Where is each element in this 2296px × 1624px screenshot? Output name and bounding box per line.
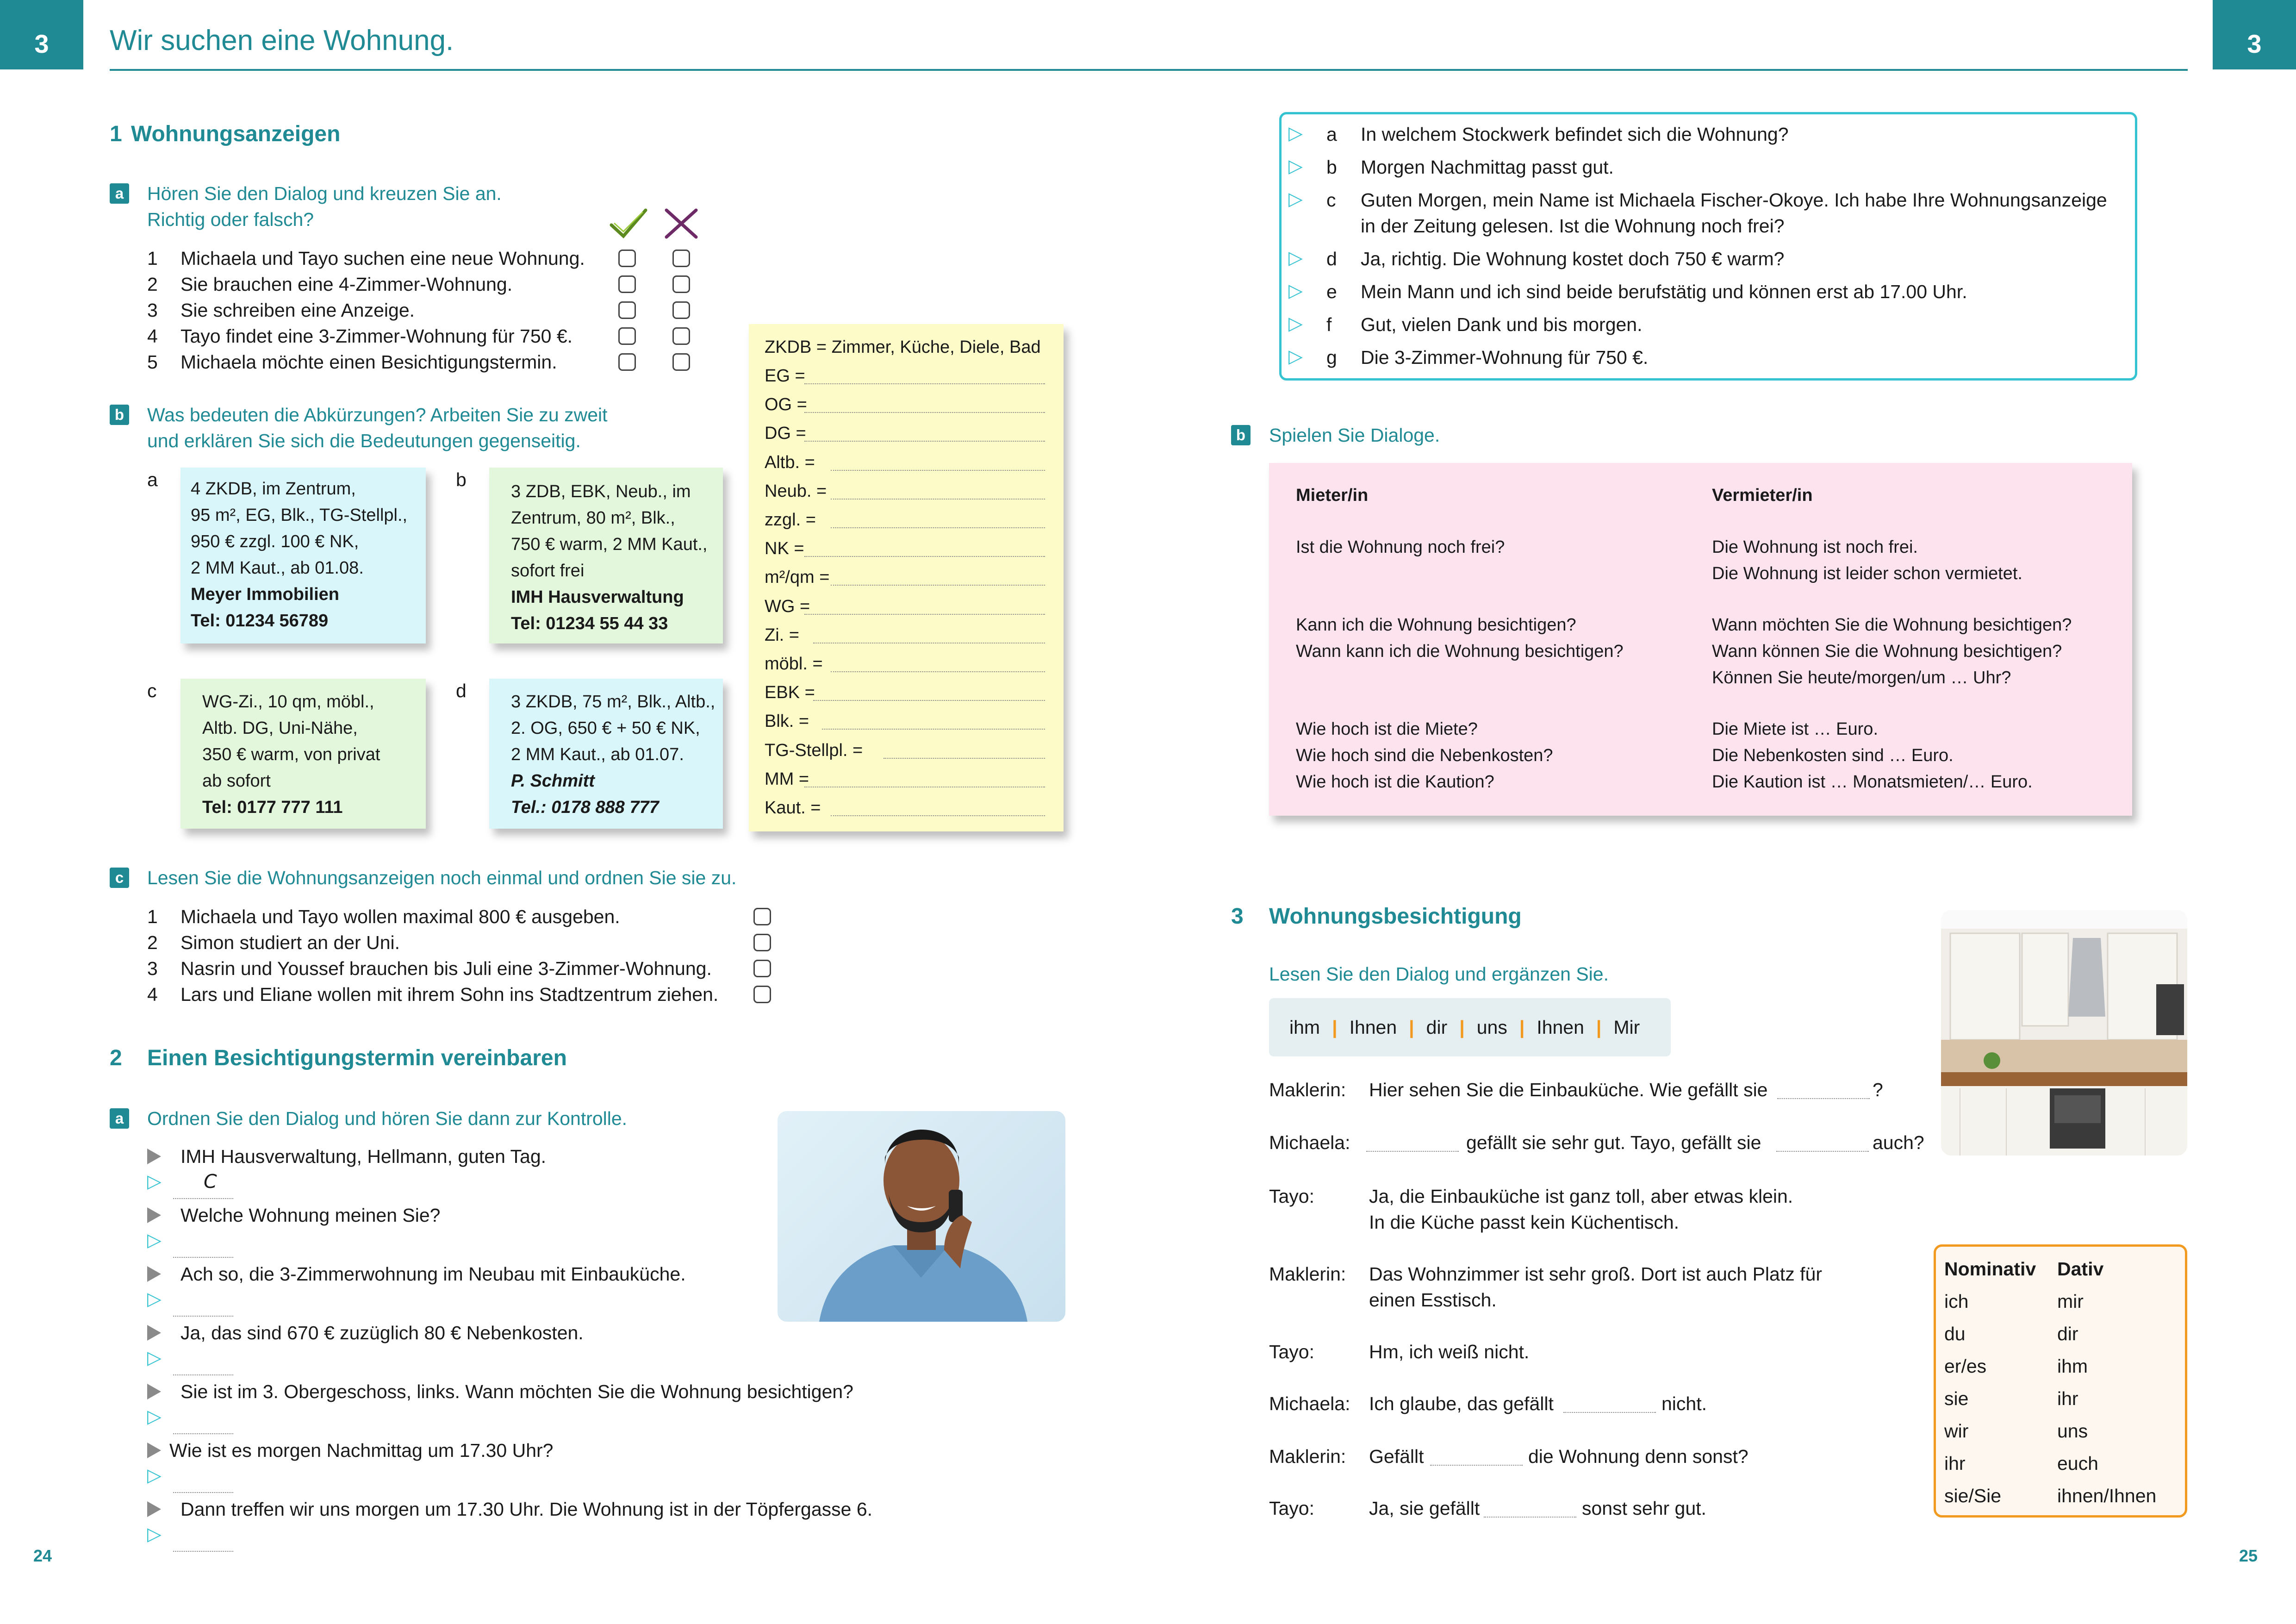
ad-label-a: a [147, 469, 158, 490]
ad-phone: Tel: 0177 777 111 [202, 798, 343, 817]
task-2a-instruction: Ordnen Sie den Dialog und hören Sie dann zur Kontrolle. [147, 1108, 628, 1129]
check-icon [610, 207, 647, 240]
ad-text: 950 € zzgl. 100 € NK, [191, 532, 359, 551]
task-tag-1b: b [110, 405, 129, 425]
word-bank-item[interactable]: Ihnen [1349, 1017, 1397, 1038]
statement: Michaela und Tayo suchen eine neue Wohnung. [180, 248, 585, 269]
answer-line[interactable] [804, 441, 1045, 442]
ad-phone: Tel: 01234 56789 [191, 611, 329, 631]
answer-line[interactable] [831, 470, 1045, 471]
dative-pronoun: ihr [2057, 1388, 2078, 1409]
answer-line[interactable] [831, 527, 1045, 528]
word-bank-item[interactable]: dir [1426, 1017, 1448, 1038]
ad-text: 2 MM Kaut., ab 01.08. [191, 558, 364, 578]
handwritten-answer: C [204, 1170, 217, 1193]
word-bank-item[interactable]: uns [1476, 1017, 1507, 1038]
statement: Michaela möchte einen Besichtigungstermin. [180, 351, 557, 373]
dialog-text: auch? [1873, 1132, 1924, 1153]
abbreviation-label: Altb. = [765, 452, 815, 472]
abbreviation-label: Neub. = [765, 481, 827, 501]
phrase: Wann möchten Sie die Wohnung besichtigen? [1712, 615, 2072, 635]
option-letter: e [1326, 281, 1337, 302]
section-2-title: Einen Besichtigungstermin vereinbaren [147, 1046, 567, 1070]
true-checkbox[interactable] [618, 275, 636, 293]
abbreviation-label: MM = [765, 769, 809, 789]
abbreviation-label: m²/qm = [765, 568, 830, 587]
speaker-name: Tayo: [1269, 1341, 1314, 1362]
speaker-arrow-icon [147, 1443, 161, 1458]
task-tag-1a: a [110, 183, 129, 204]
abbreviation-label: TG-Stellpl. = [765, 740, 863, 760]
item-number: 5 [147, 351, 158, 373]
chapter-badge-right [2213, 0, 2296, 69]
word-separator: | [1596, 1017, 1602, 1038]
word-separator: | [1519, 1017, 1525, 1038]
section-1-number: 1 [110, 122, 122, 146]
answer-line[interactable] [173, 1198, 233, 1199]
option-text: Gut, vielen Dank und bis morgen. [1361, 314, 1643, 335]
fill-in-blank[interactable] [1484, 1517, 1576, 1518]
word-bank-item[interactable]: ihm [1289, 1017, 1320, 1038]
statement: Sie schreiben eine Anzeige. [180, 300, 415, 321]
abbreviation-label: Zi. = [765, 625, 799, 645]
ad-text: 750 € warm, 2 MM Kaut., [511, 535, 708, 554]
option-letter: a [1326, 124, 1337, 145]
statement: Nasrin und Youssef brauchen bis Juli eine 3-Zimmer-Wohnung. [180, 958, 712, 979]
response-arrow-icon: ▷ [147, 1289, 162, 1309]
dialog-text: Hm, ich weiß nicht. [1369, 1341, 1530, 1362]
dialog-text: Ja, sie gefällt [1369, 1498, 1480, 1519]
nominative-pronoun: du [1944, 1323, 1966, 1344]
dialog-text: die Wohnung denn sonst? [1528, 1446, 1748, 1467]
ad-card-c [180, 679, 426, 829]
ad-card-d [489, 679, 723, 829]
item-number: 3 [147, 300, 158, 321]
abbreviation-label: zzgl. = [765, 510, 816, 530]
task-tag-1c: c [110, 868, 129, 888]
speaker-name: Tayo: [1269, 1498, 1314, 1519]
ad-text: ab sofort [202, 771, 271, 791]
page-number-left: 24 [33, 1546, 52, 1565]
dative-pronoun: uns [2057, 1420, 2088, 1442]
false-checkbox[interactable] [672, 353, 690, 371]
dative-pronoun: dir [2057, 1323, 2078, 1344]
speaker-name: Maklerin: [1269, 1079, 1346, 1100]
phrase: Die Miete ist … Euro. [1712, 719, 1878, 739]
response-arrow-icon: ▷ [147, 1465, 162, 1486]
answer-line[interactable] [173, 1316, 233, 1317]
answer-line[interactable] [804, 383, 1045, 384]
dialog-text: ? [1873, 1079, 1883, 1100]
abbreviation-label: DG = [765, 424, 806, 443]
item-number: 1 [147, 248, 158, 269]
option-letter: b [1326, 156, 1337, 178]
dialog-line: Welche Wohnung meinen Sie? [180, 1205, 441, 1226]
option-text: Ja, richtig. Die Wohnung kostet doch 750 € warm? [1361, 248, 1785, 269]
answer-line[interactable] [831, 585, 1045, 586]
response-arrow-icon: ▷ [1288, 156, 1303, 176]
response-arrow-icon: ▷ [1288, 248, 1303, 268]
false-checkbox[interactable] [672, 275, 690, 293]
response-arrow-icon: ▷ [147, 1171, 162, 1192]
true-checkbox[interactable] [618, 327, 636, 345]
dialog-text: nicht. [1661, 1393, 1707, 1414]
person-phone-photo [778, 1111, 1065, 1322]
nominative-pronoun: er/es [1944, 1355, 1987, 1377]
ad-company: P. Schmitt [511, 771, 595, 791]
column-header-tenant: Mieter/in [1296, 486, 1369, 505]
answer-line[interactable] [831, 499, 1045, 500]
nominative-pronoun: sie [1944, 1388, 1969, 1409]
ad-text: 3 ZDB, EBK, Neub., im [511, 482, 691, 501]
response-arrow-icon: ▷ [147, 1348, 162, 1368]
word-separator: | [1409, 1017, 1414, 1038]
phrase: Ist die Wohnung noch frei? [1296, 537, 1505, 557]
ad-text: sofort frei [511, 561, 585, 581]
grammar-header-dative: Dativ [2057, 1258, 2104, 1280]
speaker-arrow-icon [147, 1266, 161, 1282]
dative-pronoun: ihnen/Ihnen [2057, 1485, 2157, 1506]
phrase: Die Nebenkosten sind … Euro. [1712, 746, 1954, 765]
dialog-line: Dann treffen wir uns morgen um 17.30 Uhr. Die Wohnung ist in der Töpfergasse 6. [180, 1499, 873, 1520]
phrase: Kann ich die Wohnung besichtigen? [1296, 615, 1576, 635]
option-text: Mein Mann und ich sind beide berufstätig und können erst ab 17.00 Uhr. [1361, 281, 1967, 302]
answer-line[interactable] [813, 700, 1045, 701]
section-1-title: Wohnungsanzeigen [131, 122, 341, 146]
option-text: Guten Morgen, mein Name ist Michaela Fischer-Okoye. Ich habe Ihre Wohnungsanzeige [1361, 189, 2107, 211]
chapter-number: 3 [34, 29, 49, 58]
ad-company: IMH Hausverwaltung [511, 587, 684, 607]
dialog-line: Ach so, die 3-Zimmerwohnung im Neubau mit Einbauküche. [180, 1263, 686, 1285]
response-arrow-icon: ▷ [1288, 189, 1303, 209]
response-arrow-icon: ▷ [1288, 313, 1303, 334]
abbreviation-label: EG = [765, 366, 805, 386]
response-arrow-icon: ▷ [1288, 123, 1303, 144]
nominative-pronoun: wir [1944, 1420, 1969, 1442]
answer-line[interactable] [173, 1492, 233, 1493]
answer-checkbox[interactable] [753, 934, 771, 951]
speaker-name: Maklerin: [1269, 1263, 1346, 1285]
ad-company: Meyer Immobilien [191, 585, 339, 604]
response-arrow-icon: ▷ [1288, 281, 1303, 301]
dialog-text: Hier sehen Sie die Einbauküche. Wie gefällt sie [1369, 1079, 1768, 1100]
section-3-instruction: Lesen Sie den Dialog und ergänzen Sie. [1269, 963, 1609, 985]
answer-line[interactable] [884, 758, 1045, 759]
dialog-text: sonst sehr gut. [1582, 1498, 1706, 1519]
speaker-name: Maklerin: [1269, 1446, 1346, 1467]
ad-text: 95 m², EG, Blk., TG-Stellpl., [191, 506, 408, 525]
statement: Simon studiert an der Uni. [180, 932, 400, 953]
speaker-name: Michaela: [1269, 1393, 1350, 1414]
speaker-arrow-icon [147, 1501, 161, 1517]
answer-line[interactable] [173, 1374, 233, 1375]
ad-text: WG-Zi., 10 qm, möbl., [202, 692, 374, 712]
dialog-text: einen Esstisch. [1369, 1289, 1497, 1311]
response-arrow-icon: ▷ [147, 1230, 162, 1250]
dialog-text: Ja, die Einbauküche ist ganz toll, aber etwas klein. [1369, 1186, 1793, 1207]
option-letter: c [1326, 189, 1336, 211]
dialog-text: Gefällt [1369, 1446, 1424, 1467]
speaker-arrow-icon [147, 1149, 161, 1164]
fill-in-blank[interactable] [1776, 1151, 1869, 1152]
task-2b-instruction: Spielen Sie Dialoge. [1269, 425, 1440, 446]
phrase: Wie hoch ist die Kaution? [1296, 772, 1494, 792]
answer-line[interactable] [173, 1551, 233, 1552]
speaker-name: Tayo: [1269, 1186, 1314, 1207]
phrase: Wie hoch ist die Miete? [1296, 719, 1478, 739]
option-letter: f [1326, 314, 1332, 335]
ad-card-a [180, 468, 426, 643]
task-1a-instruction: Hören Sie den Dialog und kreuzen Sie an. [147, 183, 502, 204]
statement: Michaela und Tayo wollen maximal 800 € ausgeben. [180, 906, 620, 927]
phrase: Wann können Sie die Wohnung besichtigen? [1712, 642, 2062, 661]
ad-text: 350 € warm, von privat [202, 745, 380, 764]
word-bank [1269, 998, 1671, 1056]
chapter-badge-left [0, 0, 83, 69]
dialog-text: Das Wohnzimmer ist sehr groß. Dort ist auch Platz für [1369, 1263, 1822, 1285]
abbreviation-label: OG = [765, 395, 807, 415]
phrase: Können Sie heute/morgen/um … Uhr? [1712, 668, 2011, 687]
false-checkbox[interactable] [672, 301, 690, 319]
dative-pronoun: ihm [2057, 1355, 2088, 1377]
abbreviation-label: NK = [765, 539, 804, 559]
item-number: 1 [147, 906, 158, 927]
option-text: Morgen Nachmittag passt gut. [1361, 156, 1614, 178]
word-bank-item[interactable]: Mir [1613, 1017, 1640, 1038]
ad-text: 2. OG, 650 € + 50 € NK, [511, 718, 700, 738]
answer-line[interactable] [804, 614, 1045, 615]
response-arrow-icon: ▷ [1288, 346, 1303, 367]
page-number-right: 25 [2239, 1546, 2258, 1565]
abbr-first: ZKDB = Zimmer, Küche, Diele, Bad [765, 337, 1041, 357]
answer-checkbox[interactable] [753, 986, 771, 1003]
statement: Lars und Eliane wollen mit ihrem Sohn ins Stadtzentrum ziehen. [180, 984, 719, 1005]
grammar-box [1934, 1244, 2187, 1518]
abbreviation-note [749, 324, 1064, 831]
phrase: Wann kann ich die Wohnung besichtigen? [1296, 642, 1624, 661]
dative-pronoun: euch [2057, 1453, 2098, 1474]
section-3-number: 3 [1231, 904, 1244, 929]
item-number: 3 [147, 958, 158, 979]
item-number: 4 [147, 325, 158, 347]
task-1b-instruction-2: und erklären Sie sich die Bedeutungen gegenseitig. [147, 430, 581, 451]
ad-label-d: d [456, 680, 467, 701]
dative-pronoun: mir [2057, 1291, 2084, 1312]
phrase: Die Wohnung ist leider schon vermietet. [1712, 564, 2022, 583]
task-1c-instruction: Lesen Sie die Wohnungsanzeigen noch einmal und ordnen Sie sie zu. [147, 867, 737, 888]
false-checkbox[interactable] [672, 327, 690, 345]
task-1a-instruction-2: Richtig oder falsch? [147, 209, 314, 230]
fill-in-blank[interactable] [1777, 1098, 1870, 1099]
cross-icon [663, 207, 700, 240]
word-bank-item[interactable]: Ihnen [1537, 1017, 1584, 1038]
dialog-line: Wie ist es morgen Nachmittag um 17.30 Uhr? [169, 1440, 554, 1461]
statement: Sie brauchen eine 4-Zimmer-Wohnung. [180, 274, 513, 295]
ad-label-c: c [147, 680, 157, 701]
answer-checkbox[interactable] [753, 908, 771, 925]
chapter-number: 3 [2247, 29, 2262, 58]
speaker-arrow-icon [147, 1207, 161, 1223]
ad-text: 3 ZKDB, 75 m², Blk., Altb., [511, 692, 716, 712]
word-separator: | [1332, 1017, 1338, 1038]
dialog-line: Sie ist im 3. Obergeschoss, links. Wann möchten Sie die Wohnung besichtigen? [180, 1381, 853, 1402]
option-letter: g [1326, 347, 1337, 368]
speaker-name: Michaela: [1269, 1132, 1350, 1153]
true-checkbox[interactable] [618, 301, 636, 319]
answer-line[interactable] [831, 815, 1045, 816]
answer-line[interactable] [831, 671, 1045, 672]
abbreviation-label: möbl. = [765, 654, 823, 674]
phrase: Die Wohnung ist noch frei. [1712, 537, 1918, 557]
item-number: 2 [147, 274, 158, 295]
dialog-line: IMH Hausverwaltung, Hellmann, guten Tag. [180, 1146, 547, 1167]
abbreviation-label: WG = [765, 596, 810, 616]
fill-in-blank[interactable] [1563, 1412, 1656, 1413]
answer-line[interactable] [822, 729, 1045, 730]
ad-text: 4 ZKDB, im Zentrum, [191, 479, 356, 499]
option-text: Die 3-Zimmer-Wohnung für 750 €. [1361, 347, 1649, 368]
dialog-text: In die Küche passt kein Küchentisch. [1369, 1212, 1680, 1233]
answer-line[interactable] [173, 1433, 233, 1434]
abbreviation-label: Kaut. = [765, 798, 821, 818]
task-1b-instruction: Was bedeuten die Abkürzungen? Arbeiten Sie zu zweit [147, 404, 608, 425]
header-rule [110, 69, 2188, 71]
word-separator: | [1459, 1017, 1465, 1038]
abbreviation-label: EBK = [765, 683, 815, 703]
grammar-header-nominative: Nominativ [1944, 1258, 2036, 1280]
nominative-pronoun: sie/Sie [1944, 1485, 2002, 1506]
nominative-pronoun: ihr [1944, 1453, 1966, 1474]
ad-card-b [489, 468, 723, 643]
item-number: 4 [147, 984, 158, 1005]
option-letter: d [1326, 248, 1337, 269]
option-text: in der Zeitung gelesen. Ist die Wohnung noch frei? [1361, 215, 1785, 237]
ad-phone: Tel.: 0178 888 777 [511, 798, 659, 817]
ad-label-b: b [456, 469, 467, 490]
section-3-title: Wohnungsbesichtigung [1269, 904, 1522, 929]
speaker-arrow-icon [147, 1325, 161, 1341]
ad-text: Zentrum, 80 m², Blk., [511, 508, 675, 528]
kitchen-photo [1941, 910, 2187, 1156]
ad-text: Altb. DG, Uni-Nähe, [202, 718, 358, 738]
true-checkbox[interactable] [618, 353, 636, 371]
phrase: Die Kaution ist … Monatsmieten/… Euro. [1712, 772, 2033, 792]
task-tag-2b: b [1231, 425, 1251, 445]
item-number: 2 [147, 932, 158, 953]
answer-line[interactable] [173, 1257, 233, 1258]
dialog-text: gefällt sie sehr gut. Tayo, gefällt sie [1466, 1132, 1761, 1153]
ad-phone: Tel: 01234 55 44 33 [511, 614, 668, 633]
answer-line[interactable] [804, 556, 1045, 557]
ad-text: 2 MM Kaut., ab 01.07. [511, 745, 684, 764]
true-checkbox[interactable] [618, 250, 636, 267]
task-tag-2a: a [110, 1108, 129, 1129]
answer-checkbox[interactable] [753, 960, 771, 977]
dialog-line: Ja, das sind 670 € zuzüglich 80 € Nebenkosten. [180, 1322, 584, 1343]
answer-line[interactable] [804, 412, 1045, 413]
phrase: Wie hoch sind die Nebenkosten? [1296, 746, 1553, 765]
response-arrow-icon: ▷ [147, 1406, 162, 1427]
fill-in-blank[interactable] [1430, 1465, 1523, 1466]
speaker-arrow-icon [147, 1384, 161, 1399]
abbreviation-label: Blk. = [765, 712, 809, 731]
phrase-table [1269, 463, 2132, 816]
response-arrow-icon: ▷ [147, 1524, 162, 1544]
statement: Tayo findet eine 3-Zimmer-Wohnung für 750 €. [180, 325, 573, 347]
fill-in-blank[interactable] [1366, 1151, 1459, 1152]
page-title: Wir suchen eine Wohnung. [110, 25, 454, 56]
option-text: In welchem Stockwerk befindet sich die Wohnung? [1361, 124, 1789, 145]
false-checkbox[interactable] [672, 250, 690, 267]
column-header-landlord: Vermieter/in [1712, 486, 1813, 505]
section-2-number: 2 [110, 1046, 122, 1070]
dialog-text: Ich glaube, das gefällt [1369, 1393, 1554, 1414]
nominative-pronoun: ich [1944, 1291, 1969, 1312]
